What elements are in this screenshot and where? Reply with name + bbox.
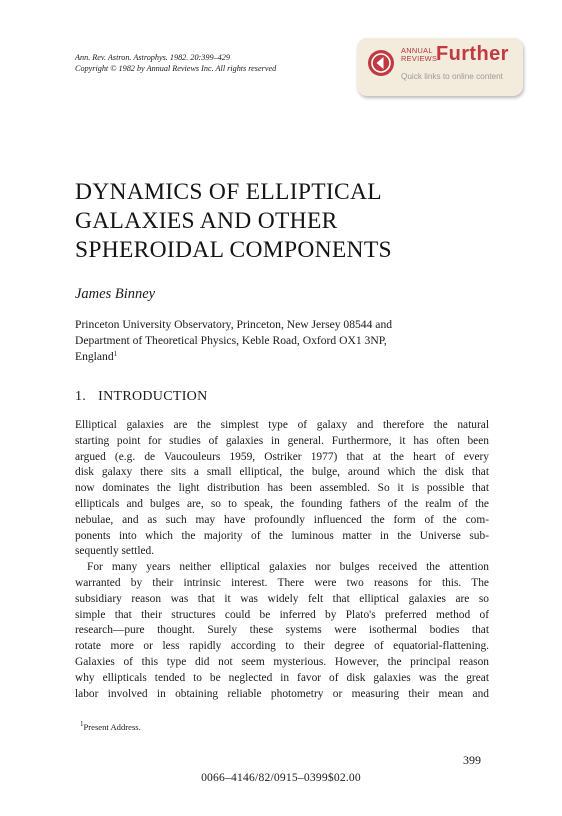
- publication-code: 0066–4146/82/0915–0399$02.00: [201, 771, 361, 784]
- body-line: disk galaxy there sits a small elliptical, the bulge, around which the disk that: [75, 466, 489, 479]
- affiliation-line-3: [75, 349, 495, 365]
- body-line: ellipticals and bulges are, so to speak, the founding fathers of the realm of the: [75, 497, 489, 510]
- body-line: For many years neither elliptical galaxies nor bulges received the attention: [87, 561, 489, 574]
- body-line: sequently settled.: [75, 545, 155, 558]
- paragraph-2: [75, 560, 489, 702]
- paragraph-1: [75, 418, 489, 560]
- title-line-3: SPHEROIDAL COMPONENTS: [75, 237, 392, 263]
- body-line: research—pure thought. Surely these systems were isothermal bodies that: [75, 624, 489, 637]
- body-line: now dominates the light distribution has been assembled. So it is possible that: [75, 482, 489, 495]
- journal-citation-line-1: Ann. Rev. Astron. Astrophys. 1982. 20:399–429: [75, 53, 230, 62]
- footnote: [80, 722, 141, 732]
- body-line: Galaxies of this type did not seem mysterious. However, the principal reason: [75, 655, 489, 668]
- affiliation-line-1: Princeton University Observatory, Princeton, New Jersey 08544 and: [75, 318, 393, 331]
- body-line: starting point for studies of galaxies in general. Furthermore, it has often been: [75, 434, 489, 447]
- footnote-text: Present Address.: [83, 722, 141, 732]
- author-affiliation: [75, 317, 495, 365]
- footnote-mark: 1: [80, 720, 84, 728]
- further-label: Further: [436, 43, 509, 65]
- further-links-badge[interactable]: [357, 38, 523, 96]
- further-tagline[interactable]: Quick links to online content: [401, 72, 503, 81]
- body-line: argued (e.g. de Vaucouleurs 1959, Ostriker 1977) that at the heart of every: [75, 450, 489, 463]
- article-title: [75, 178, 455, 265]
- affiliation-footnote-mark: 1: [113, 350, 118, 358]
- author-name: James Binney: [75, 286, 156, 302]
- section-title: INTRODUCTION: [98, 389, 208, 404]
- article-body: [75, 418, 489, 702]
- affiliation-line-2: Department of Theoretical Physics, Keble Road, Oxford OX1 3NP,: [75, 334, 387, 347]
- body-line: ponents into which the majority of the luminous matter in the Universe sub-: [75, 529, 489, 542]
- body-line: why ellipticals tended to be neglected in favor of disk galaxies was the great: [75, 671, 489, 684]
- body-line: labor involved in obtaining reliable photometry or measuring their mean and: [75, 687, 489, 700]
- affiliation-country: England: [75, 350, 114, 363]
- title-line-1: DYNAMICS OF ELLIPTICAL: [75, 179, 382, 205]
- body-line: warranted by their intrinsic interest. There were two reasons for this. The: [75, 576, 489, 589]
- journal-citation-line-2: Copyright © 1982 by Annual Reviews Inc. All rights reserved: [75, 64, 277, 73]
- page-number: 399: [463, 753, 481, 767]
- body-line: subsidiary reason was that it was widely felt that elliptical galaxies are so: [75, 592, 489, 605]
- body-line: rotate more or less rapidly according to their degree of equatorial-flattening.: [75, 640, 489, 653]
- section-number: 1.: [75, 389, 87, 404]
- reviews-label: REVIEWS: [401, 54, 438, 63]
- title-line-2: GALAXIES AND OTHER: [75, 208, 338, 234]
- journal-citation: [75, 52, 335, 74]
- body-line: nebulae, and as such may have profoundly influenced the form of the com-: [75, 513, 489, 526]
- annual-label: ANNUAL: [401, 46, 433, 55]
- section-heading: [75, 389, 207, 405]
- annual-reviews-logo-icon: [367, 49, 395, 77]
- annual-reviews-wordmark: [401, 47, 437, 63]
- body-line: Elliptical galaxies are the simplest type of galaxy and therefore the natural: [75, 419, 489, 431]
- body-line: simple that their structures could be inferred by Plato's preferred method of: [75, 608, 489, 621]
